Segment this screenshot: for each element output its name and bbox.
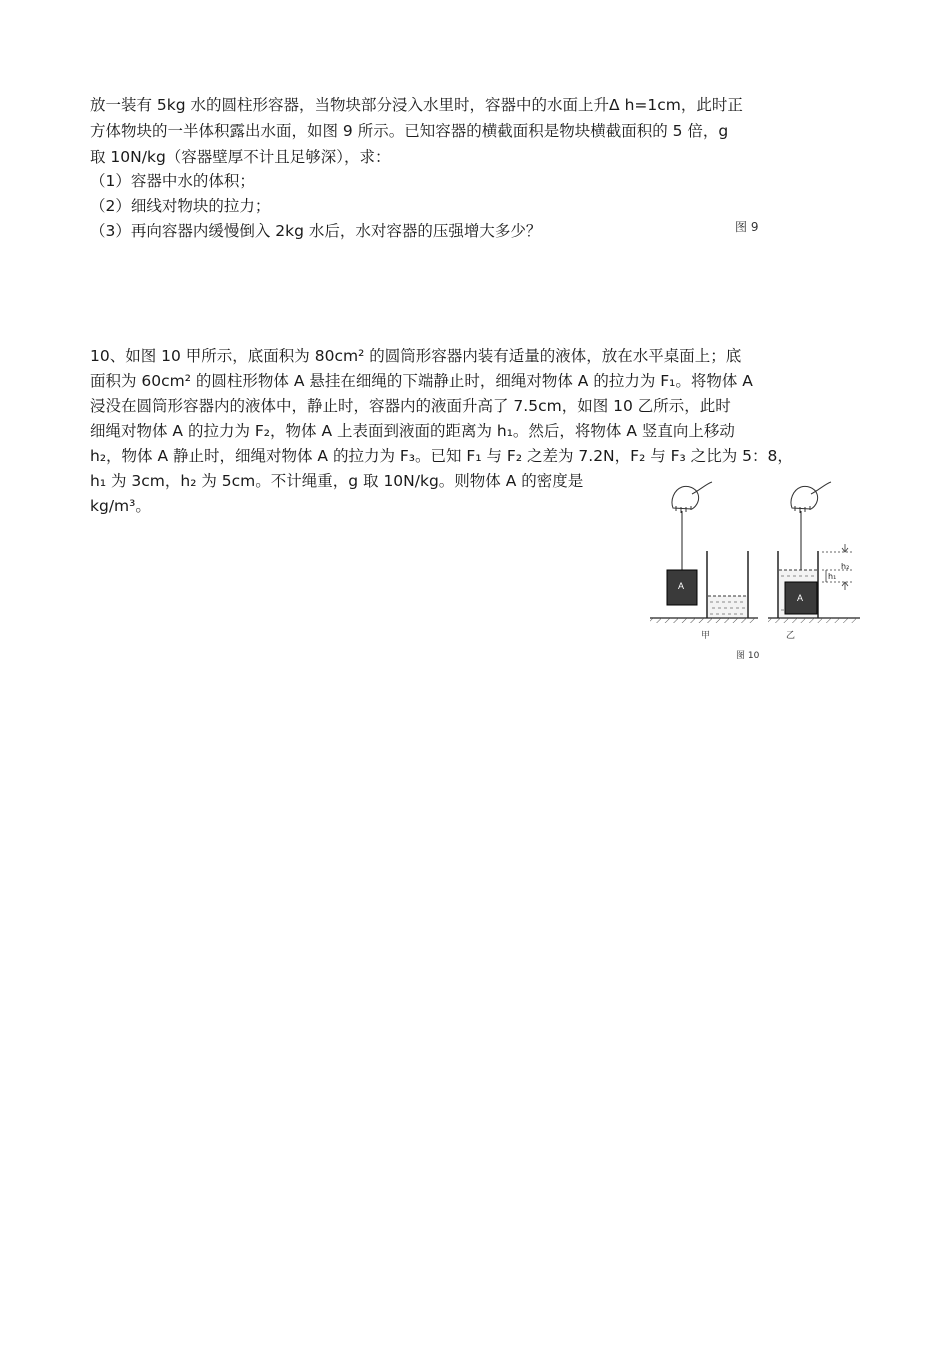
scene-yi	[768, 482, 860, 641]
table-hatch-right	[768, 618, 860, 623]
p10-line-4: 细绳对物体 A 的拉力为 F₂，物体 A 上表面到液面的距离为 h₁。然后，将物体 A 竖直向上移动	[90, 422, 735, 440]
figure-9-caption: 图 9	[735, 220, 759, 234]
block-a-left-label: A	[678, 581, 685, 591]
figure-10	[640, 478, 870, 673]
p10-line-2: 面积为 60cm² 的圆柱形物体 A 悬挂在细绳的下端静止时，细绳对物体 A 的拉力为 F₁。将物体 A	[90, 372, 753, 390]
table-hatch-left	[650, 618, 758, 623]
p9-line-3: 取 10N/kg（容器壁厚不计且足够深），求：	[90, 148, 391, 166]
label-h1: h₁	[828, 572, 837, 581]
p9-question-1: （1）容器中水的体积；	[90, 172, 255, 190]
container-left	[707, 551, 748, 618]
hand-right-icon	[791, 482, 831, 513]
figure-10-caption: 图 10	[736, 651, 760, 661]
p10-line-7: kg/m³。	[90, 497, 151, 515]
p9-question-2: （2）细线对物块的拉力；	[90, 197, 271, 215]
block-a-right-label: A	[797, 593, 804, 603]
p9-line-1: 放一装有 5kg 水的圆柱形容器，当物块部分浸入水里时，容器中的水面上升Δ h=1cm，此时正	[90, 96, 743, 114]
p10-line-6: h₁ 为 3cm，h₂ 为 5cm。不计绳重，g 取 10N/kg。则物体 A 的密度是	[90, 472, 584, 490]
label-h2: h₂	[841, 562, 850, 571]
hand-left-icon	[672, 482, 712, 513]
p10-line-5: h₂，物体 A 静止时，细绳对物体 A 的拉力为 F₃。已知 F₁ 与 F₂ 之差为 7.2N，F₂ 与 F₃ 之比为 5：8，	[90, 447, 793, 465]
p9-line-2: 方体物块的一半体积露出水面，如图 9 所示。已知容器的横截面积是物块横截面积的 5 倍，g	[90, 122, 729, 140]
label-jia: 甲	[701, 631, 711, 641]
p9-question-3: （3）再向容器内缓慢倒入 2kg 水后，水对容器的压强增大多少？	[90, 222, 542, 240]
label-yi: 乙	[786, 631, 796, 641]
p10-line-1: 10、如图 10 甲所示，底面积为 80cm² 的圆筒形容器内装有适量的液体，放在水平桌面上；底	[90, 347, 742, 365]
p10-line-3: 浸没在圆筒形容器内的液体中，静止时，容器内的液面升高了 7.5cm，如图 10 乙所示，此时	[90, 397, 731, 415]
scene-jia	[650, 482, 758, 641]
figure-10-drawing	[640, 478, 870, 673]
